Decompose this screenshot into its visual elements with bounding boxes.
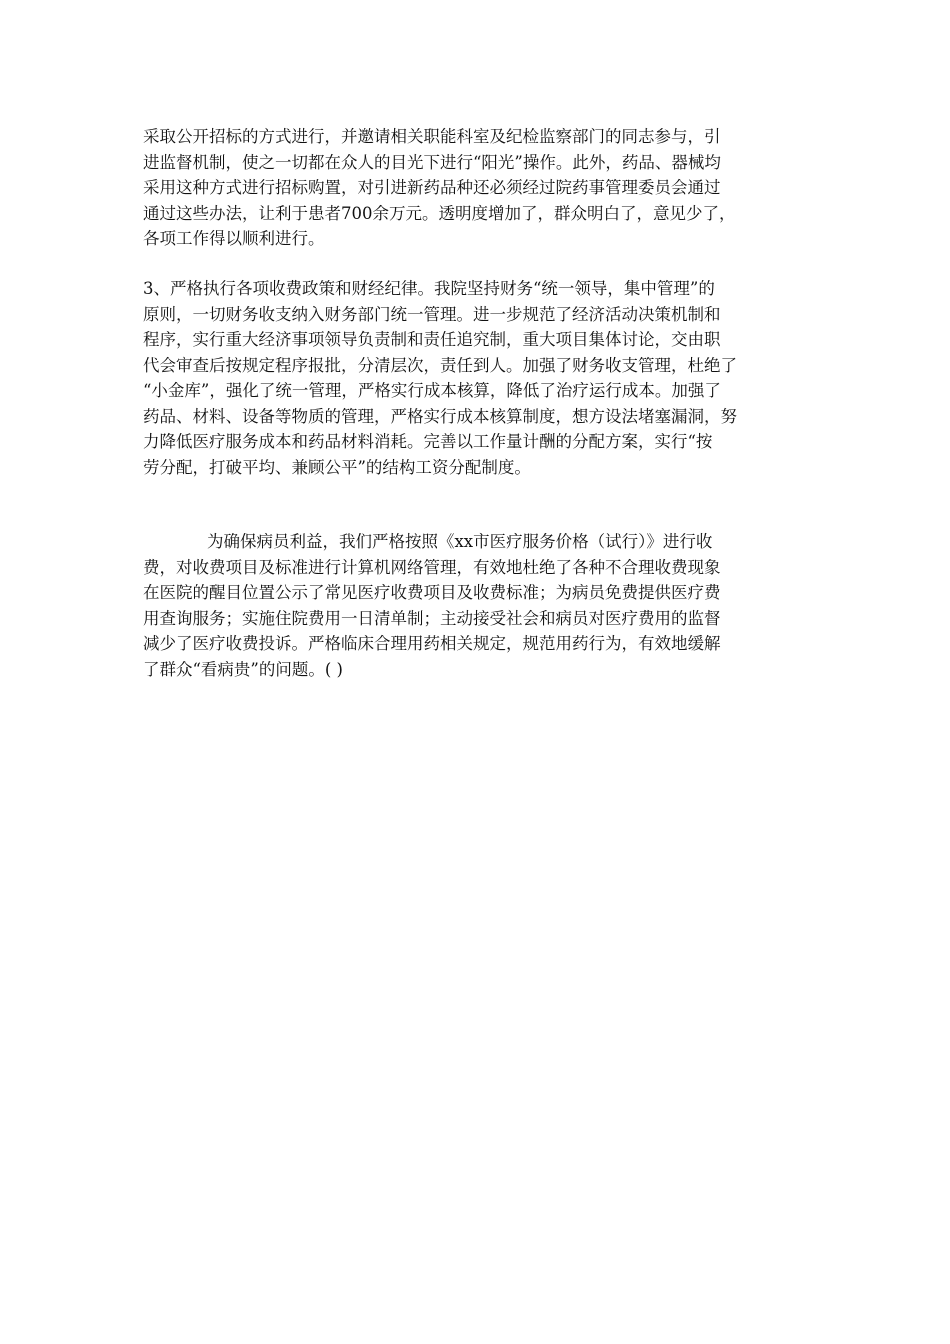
text-line: 进监督机制，使之一切都在众人的目光下进行“阳光”操作。此外，药品、器械均 <box>143 152 721 172</box>
text-line: 通过这些办法，让利于患者700余万元。透明度增加了，群众明白了，意见少了， <box>143 203 736 223</box>
paragraph-patient-interests <box>143 529 809 682</box>
text-line: 力降低医疗服务成本和药品材料消耗。完善以工作量计酬的分配方案，实行“按 <box>143 432 713 451</box>
text-line: 了群众“看病贵”的问题。( ) <box>143 659 343 679</box>
text-line: 程序，实行重大经济事项领导负责制和责任追究制，重大项目集体讨论，交由职 <box>143 330 721 349</box>
text-line: 为确保病员利益，我们严格按照《xx市医疗服务价格（试行）》进行收 <box>207 532 713 551</box>
text-line: 代会审查后按规定程序报批，分清层次，责任到人。加强了财务收支管理，杜绝了 <box>143 355 737 375</box>
text-line: 各项工作得以顺利进行。 <box>143 229 325 248</box>
paragraph-bidding <box>143 124 809 252</box>
text-line: “小金库”，强化了统一管理，严格实行成本核算，降低了治疗运行成本。加强了 <box>143 381 721 400</box>
text-line: 采用这种方式进行招标购置，对引进新药品种还必须经过院药事管理委员会通过 <box>143 178 721 197</box>
paragraph-finance-discipline <box>143 276 809 480</box>
text-line: 3、严格执行各项收费政策和财经纪律。我院坚持财务“统一领导，集中管理”的 <box>143 279 715 298</box>
text-line: 用查询服务；实施住院费用一日清单制；主动接受社会和病员对医疗费用的监督 <box>143 608 721 628</box>
text-line: 原则，一切财务收支纳入财务部门统一管理。进一步规范了经济活动决策机制和 <box>143 304 721 324</box>
text-line: 采取公开招标的方式进行，并邀请相关职能科室及纪检监察部门的同志参与，引 <box>143 127 721 146</box>
text-line: 减少了医疗收费投诉。严格临床合理用药相关规定，规范用药行为，有效地缓解 <box>143 634 721 653</box>
text-line: 药品、材料、设备等物质的管理，严格实行成本核算制度，想方设法堵塞漏洞，努 <box>143 406 737 426</box>
text-line: 在医院的醒目位置公示了常见医疗收费项目及收费标准；为病员免费提供医疗费 <box>143 583 721 602</box>
text-line: 费，对收费项目及标准进行计算机网络管理，有效地杜绝了各种不合理收费现象 <box>143 557 721 577</box>
text-line: 劳分配，打破平均、兼顾公平”的结构工资分配制度。 <box>143 457 531 477</box>
